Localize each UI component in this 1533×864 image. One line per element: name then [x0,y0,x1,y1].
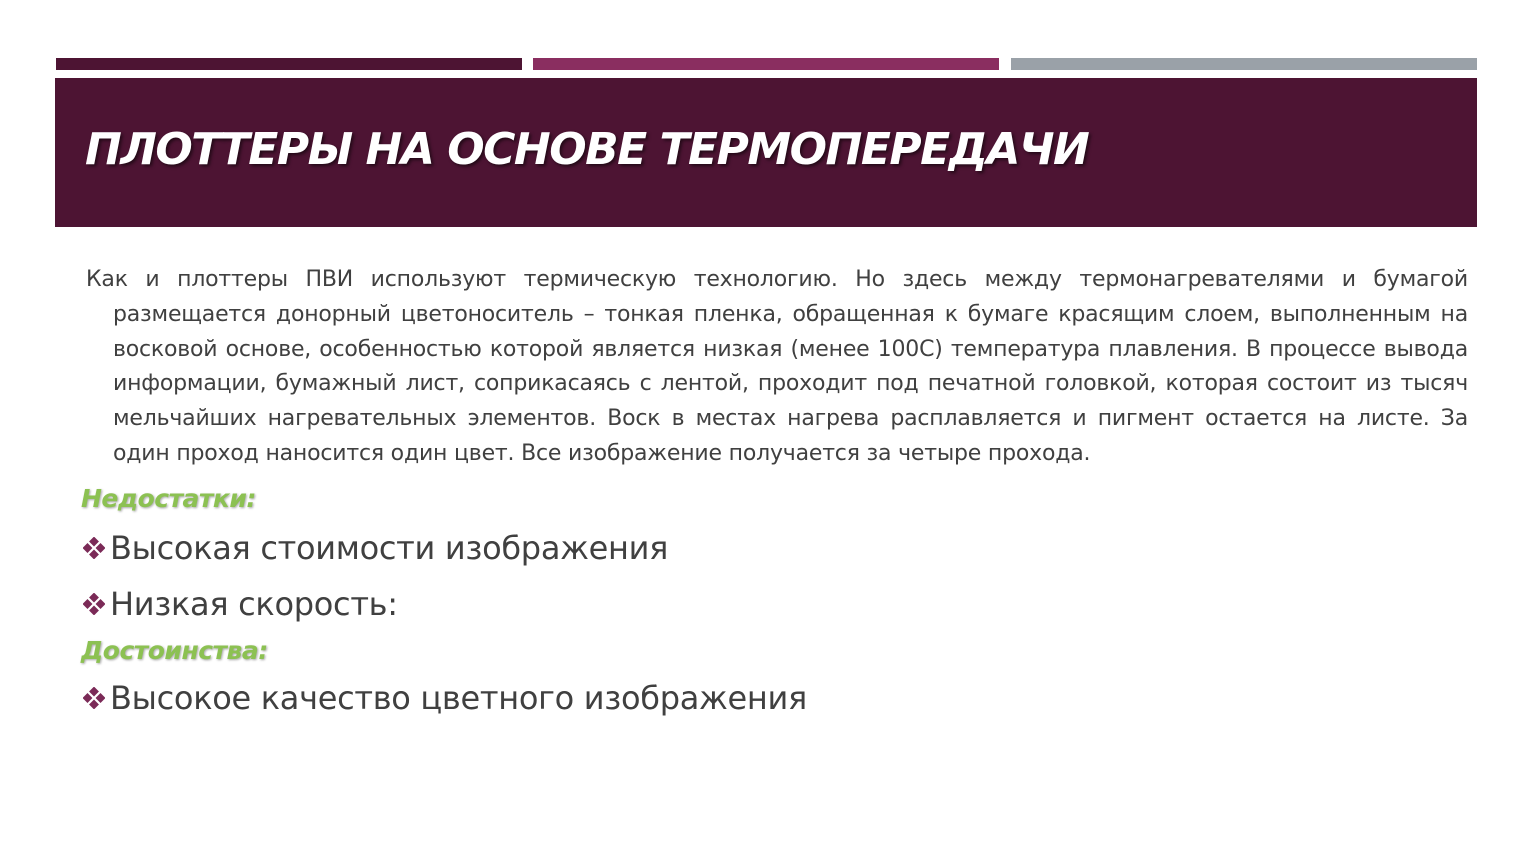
accent-bar-dark [56,58,522,70]
diamond-bullet-icon [83,593,105,615]
accent-bar-magenta [533,58,999,70]
disadvantages-heading: Недостатки: [81,483,256,513]
disadvantage-text-1: Высокая стоимости изображения [110,528,669,567]
disadvantage-text-2: Низкая скорость: [110,584,398,623]
diamond-bullet-icon [83,687,105,709]
slide-content [81,263,1468,726]
diamond-bullet-icon [83,537,105,559]
accent-bar-gray [1011,58,1477,70]
list-item [86,576,1468,632]
list-item [86,520,1468,576]
title-band [55,78,1477,227]
slide-title: ПЛОТТЕРЫ НА ОСНОВЕ ТЕРМОПЕРЕДАЧИ [85,124,1089,175]
advantage-text-1: Высокое качество цветного изображения [110,678,807,717]
list-item [86,670,1468,726]
body-paragraph: Как и плоттеры ПВИ используют термическую технологию. Но здесь между термонагревателями и бумагой размещается донорный цветоноситель – тонкая пленка, обращенная к бумаге красящим слоем, выполненным на восковой основе, особенностью которой является низкая (менее 100С) температура плавления. В процессе вывода информации, бумажный лист, соприкасаясь с лентой, проходит под печатной головкой, которая состоит из тысяч мельчайших нагревательных элементов. Воск в местах нагрева расплавляется и пигмент остается на листе. За один проход наносится один цвет. Все изображение получается за четыре прохода. [86,267,1468,466]
advantages-heading: Достоинства: [81,635,268,665]
